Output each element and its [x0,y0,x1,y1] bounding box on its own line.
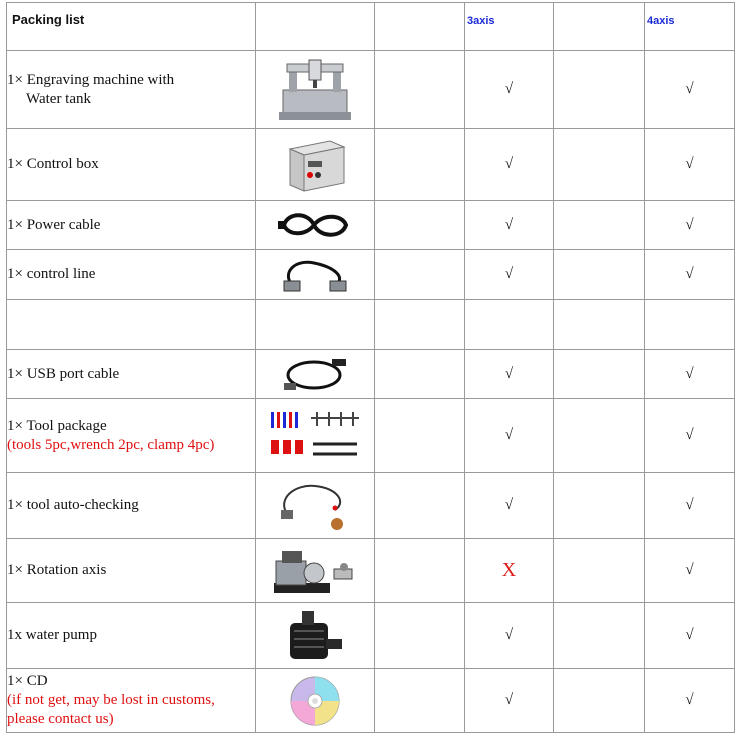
usb-cable-image [280,355,350,393]
spacer-cell [554,473,645,539]
spacer-cell [554,350,645,399]
item-row-usb-cable [7,350,735,399]
water-pump-image [280,607,350,665]
item-image-cell [256,473,375,539]
empty-cell [465,300,554,350]
item-name-line: 1× Tool package [7,417,107,434]
item-row-engraving-machine [7,51,735,129]
item-image-cell [256,129,375,201]
item-image-cell [256,603,375,669]
spacer-cell [554,250,645,300]
header-empty-cell [375,3,465,51]
spacer-cell [554,129,645,201]
check-3axis: √ [465,250,554,300]
check-3axis: √ [465,603,554,669]
check-3axis: √ [465,201,554,250]
spacer-cell [375,603,465,669]
check-4axis: √ [645,603,735,669]
spacer-cell [554,669,645,733]
item-image-cell [256,250,375,300]
spacer-cell [375,129,465,201]
item-row-water-pump [7,603,735,669]
tool-package-image [265,408,365,464]
item-name-line: 1× tool auto-checking [7,497,139,513]
check-4axis: √ [645,201,735,250]
item-name [7,539,256,603]
empty-cell [7,300,256,350]
check-4axis: √ [645,399,735,473]
header-4axis: 4axis [645,3,735,51]
spacer-cell [375,350,465,399]
spacer-cell [375,473,465,539]
spacer-cell [375,399,465,473]
packing-list-table [6,2,735,733]
check-4axis: √ [645,350,735,399]
check-3axis: √ [465,51,554,129]
header-row [7,3,735,51]
header-empty-cell [256,3,375,51]
item-image-cell [256,539,375,603]
item-name-line: 1× Engraving machine with [7,71,175,88]
item-name-note: please contact us) [7,711,114,727]
item-name-line: 1× control line [7,266,96,282]
check-4axis: √ [645,129,735,201]
empty-cell [375,300,465,350]
item-name [7,603,256,669]
check-4axis: √ [645,51,735,129]
control-line-image [278,255,352,295]
item-name-line: 1× USB port cable [7,365,120,382]
cd-image [288,674,342,728]
item-image-cell [256,669,375,733]
item-name [7,473,256,539]
item-image-cell [256,51,375,129]
cross-3axis: X [465,539,554,603]
spacer-cell [554,539,645,603]
spacer-cell [554,51,645,129]
spacer-cell [554,603,645,669]
item-name [7,51,256,129]
item-name-line: 1x water pump [7,627,97,643]
tool-probe-image [275,480,355,532]
check-3axis: √ [465,350,554,399]
rotation-axis-image [270,543,360,599]
item-row-empty [7,300,735,350]
power-cable-image [278,210,352,240]
check-3axis: √ [465,669,554,733]
item-row-control-line [7,250,735,300]
packing-list-title: Packing list [7,3,256,51]
item-name [7,350,256,399]
header-3axis: 3axis [465,3,554,51]
check-3axis: √ [465,129,554,201]
spacer-cell [375,539,465,603]
spacer-cell [375,669,465,733]
item-name [7,399,256,473]
spacer-cell [554,399,645,473]
empty-cell [554,300,645,350]
item-row-control-box [7,129,735,201]
spacer-cell [554,201,645,250]
check-4axis: √ [645,539,735,603]
check-3axis: √ [465,399,554,473]
item-image-cell [256,399,375,473]
item-name-note: (if not get, may be lost in customs, [7,692,215,708]
check-4axis: √ [645,250,735,300]
check-4axis: √ [645,669,735,733]
item-name-note: (tools 5pc,wrench 2pc, clamp 4pc) [7,436,215,453]
item-name [7,669,256,733]
item-name [7,250,256,300]
item-row-cd [7,669,735,733]
engraving-machine-image [275,56,355,124]
item-name-line: 1× Control box [7,156,99,172]
item-row-tool-package [7,399,735,473]
control-box-image [280,135,350,195]
item-image-cell [256,201,375,250]
item-row-power-cable [7,201,735,250]
item-name [7,201,256,250]
item-image-cell [256,350,375,399]
empty-cell [256,300,375,350]
item-name [7,129,256,201]
check-4axis: √ [645,473,735,539]
header-empty-cell [554,3,645,51]
item-row-tool-auto-checking [7,473,735,539]
spacer-cell [375,250,465,300]
check-3axis: √ [465,473,554,539]
item-name-line: 1× CD [7,673,48,689]
item-name-line: 1× Power cable [7,216,101,233]
empty-cell [645,300,735,350]
spacer-cell [375,51,465,129]
item-row-rotation-axis [7,539,735,603]
spacer-cell [375,201,465,250]
item-name-line: 1× Rotation axis [7,562,107,578]
item-name-line: Water tank [26,90,92,107]
